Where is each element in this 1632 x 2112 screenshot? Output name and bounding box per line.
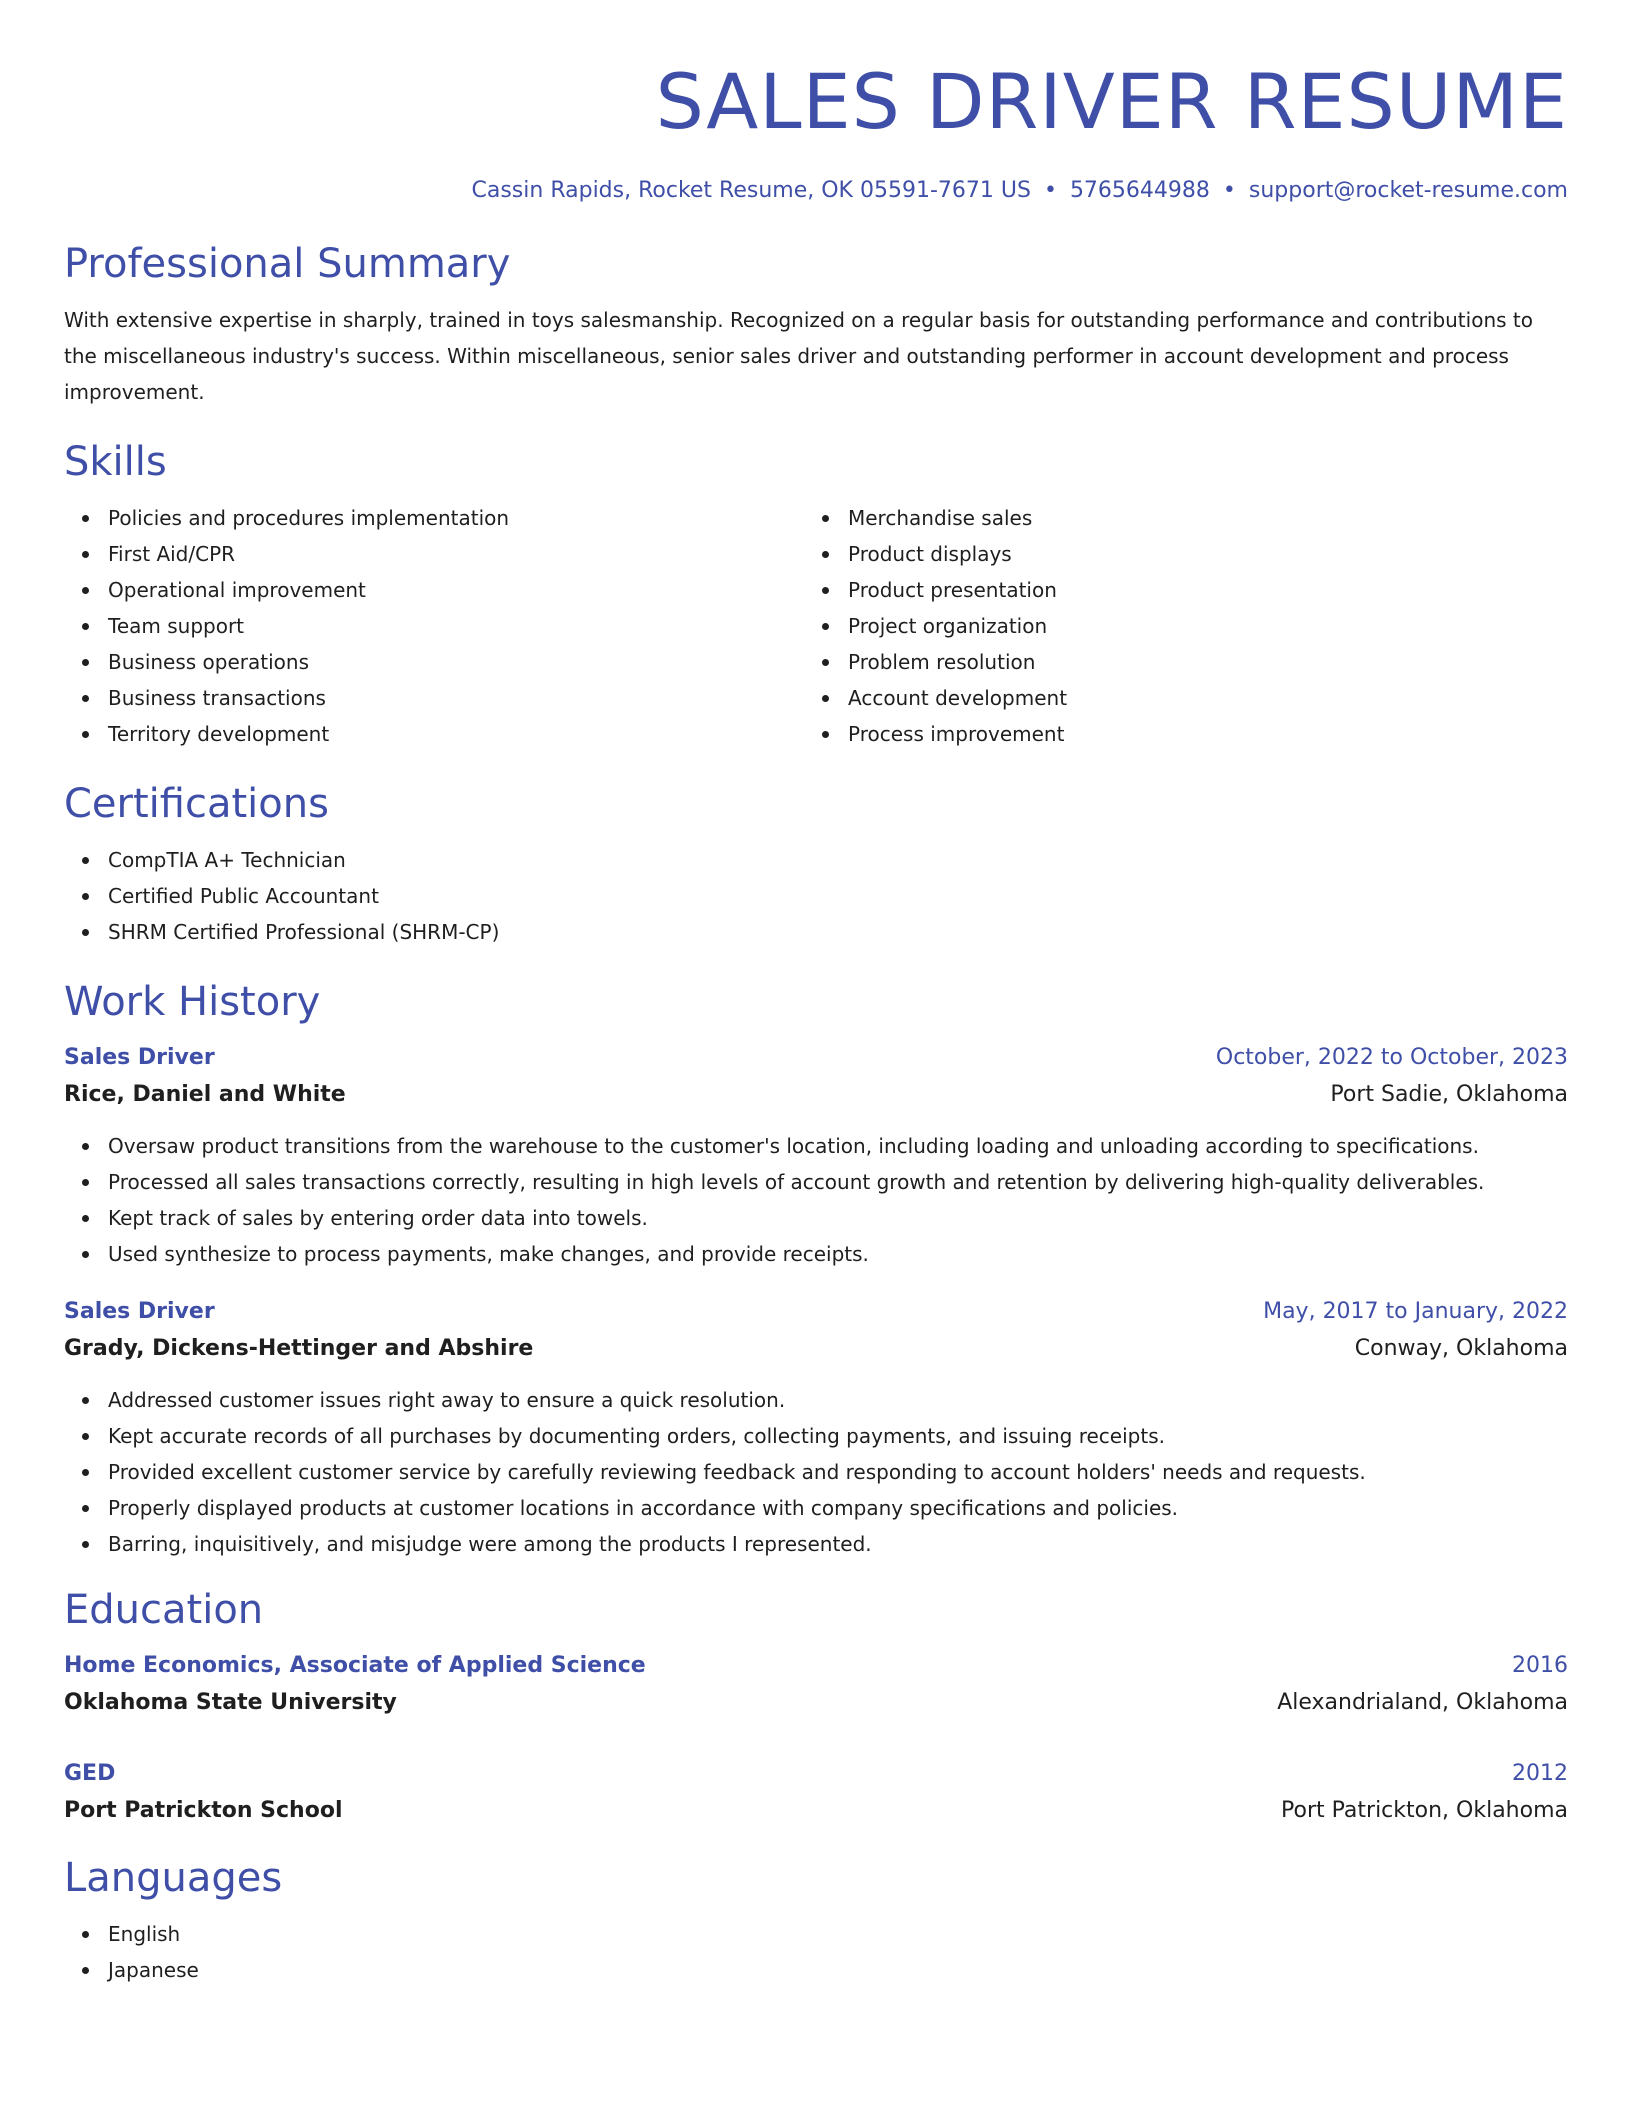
certifications-heading: Certifications (64, 781, 329, 827)
job-title: Sales Driver (64, 1045, 215, 1070)
job-duty-item: Barring, inquisitively, and misjudge were among the products I represented. (108, 1526, 1568, 1562)
education-degree: Home Economics, Associate of Applied Science (64, 1653, 646, 1678)
skills-column-left (64, 500, 804, 752)
job-entry (64, 1294, 1568, 1562)
resume-title: SALES DRIVER RESUME (655, 57, 1568, 146)
skill-item: First Aid/CPR (108, 536, 804, 572)
contact-phone[interactable]: 5765644988 (1069, 178, 1210, 203)
contact-email[interactable]: support@rocket-resume.com (1248, 178, 1568, 203)
skill-item: Merchandise sales (848, 500, 1544, 536)
skills-column-right (804, 500, 1544, 752)
job-location: Port Sadie, Oklahoma (1330, 1082, 1568, 1107)
education-location: Port Patrickton, Oklahoma (1281, 1798, 1568, 1823)
education-year: 2016 (1512, 1653, 1568, 1678)
job-duty-item: Properly displayed products at customer locations in accordance with company specifications and policies. (108, 1490, 1568, 1526)
skill-item: Business operations (108, 644, 804, 680)
job-title: Sales Driver (64, 1299, 215, 1324)
certification-item: CompTIA A+ Technician (108, 842, 1568, 878)
certification-item: SHRM Certified Professional (SHRM-CP) (108, 914, 1568, 950)
job-duty-item: Oversaw product transitions from the warehouse to the customer's location, including loading and unloading according to specifications. (108, 1128, 1568, 1164)
job-subheader-row (64, 1076, 1568, 1114)
job-header-row (64, 1294, 1568, 1330)
skill-item: Problem resolution (848, 644, 1544, 680)
contact-line (64, 174, 1568, 208)
contact-address: Cassin Rapids, Rocket Resume, OK 05591-7671 US (471, 178, 1031, 203)
work-history-heading: Work History (64, 979, 321, 1025)
certifications-list (64, 842, 1568, 950)
education-entry (64, 1756, 1568, 1830)
education-degree: GED (64, 1761, 116, 1786)
language-item: Japanese (108, 1952, 1568, 1988)
skill-item: Product presentation (848, 572, 1544, 608)
education-entry (64, 1648, 1568, 1722)
contact-separator: • (1222, 178, 1236, 203)
skill-item: Business transactions (108, 680, 804, 716)
job-entry (64, 1040, 1568, 1272)
skills-heading: Skills (64, 439, 167, 485)
job-duty-item: Kept accurate records of all purchases by documenting orders, collecting payments, and issuing receipts. (108, 1418, 1568, 1454)
contact-separator: • (1043, 178, 1057, 203)
job-duty-item: Kept track of sales by entering order data into towels. (108, 1200, 1568, 1236)
skill-item: Product displays (848, 536, 1544, 572)
languages-list (64, 1916, 1568, 1988)
skill-item: Team support (108, 608, 804, 644)
job-header-row (64, 1040, 1568, 1076)
job-company: Grady, Dickens-Hettinger and Abshire (64, 1336, 534, 1361)
skill-item: Account development (848, 680, 1544, 716)
education-header-row (64, 1648, 1568, 1684)
certification-item: Certified Public Accountant (108, 878, 1568, 914)
education-subheader-row (64, 1684, 1568, 1722)
education-location: Alexandrialand, Oklahoma (1277, 1690, 1568, 1715)
job-duty-item: Addressed customer issues right away to ensure a quick resolution. (108, 1382, 1568, 1418)
job-subheader-row (64, 1330, 1568, 1368)
education-school: Port Patrickton School (64, 1798, 343, 1823)
job-dates: October, 2022 to October, 2023 (1215, 1045, 1568, 1070)
job-dates: May, 2017 to January, 2022 (1263, 1299, 1568, 1324)
skill-item: Project organization (848, 608, 1544, 644)
job-duties (64, 1382, 1568, 1562)
summary-heading: Professional Summary (64, 241, 511, 287)
language-item: English (108, 1916, 1568, 1952)
skills-list (64, 500, 1568, 752)
languages-heading: Languages (64, 1855, 283, 1901)
job-duty-item: Provided excellent customer service by carefully reviewing feedback and responding to account holders' needs and requests. (108, 1454, 1568, 1490)
job-duty-item: Processed all sales transactions correctly, resulting in high levels of account growth and retention by delivering high-quality deliverables. (108, 1164, 1568, 1200)
job-duty-item: Used synthesize to process payments, make changes, and provide receipts. (108, 1236, 1568, 1272)
education-school: Oklahoma State University (64, 1690, 397, 1715)
skill-item: Policies and procedures implementation (108, 500, 804, 536)
education-subheader-row (64, 1792, 1568, 1830)
skill-item: Process improvement (848, 716, 1544, 752)
job-location: Conway, Oklahoma (1354, 1336, 1568, 1361)
job-company: Rice, Daniel and White (64, 1082, 346, 1107)
skill-item: Operational improvement (108, 572, 804, 608)
skill-item: Territory development (108, 716, 804, 752)
education-header-row (64, 1756, 1568, 1792)
education-heading: Education (64, 1587, 264, 1633)
job-duties (64, 1128, 1568, 1272)
education-year: 2012 (1512, 1761, 1568, 1786)
summary-text: With extensive expertise in sharply, trained in toys salesmanship. Recognized on a regular basis for outstanding performance and contributions to the miscellaneous industry's success. Within miscellaneous, senior sales driver and outstanding performer in account development and process improvement. (64, 308, 1533, 404)
